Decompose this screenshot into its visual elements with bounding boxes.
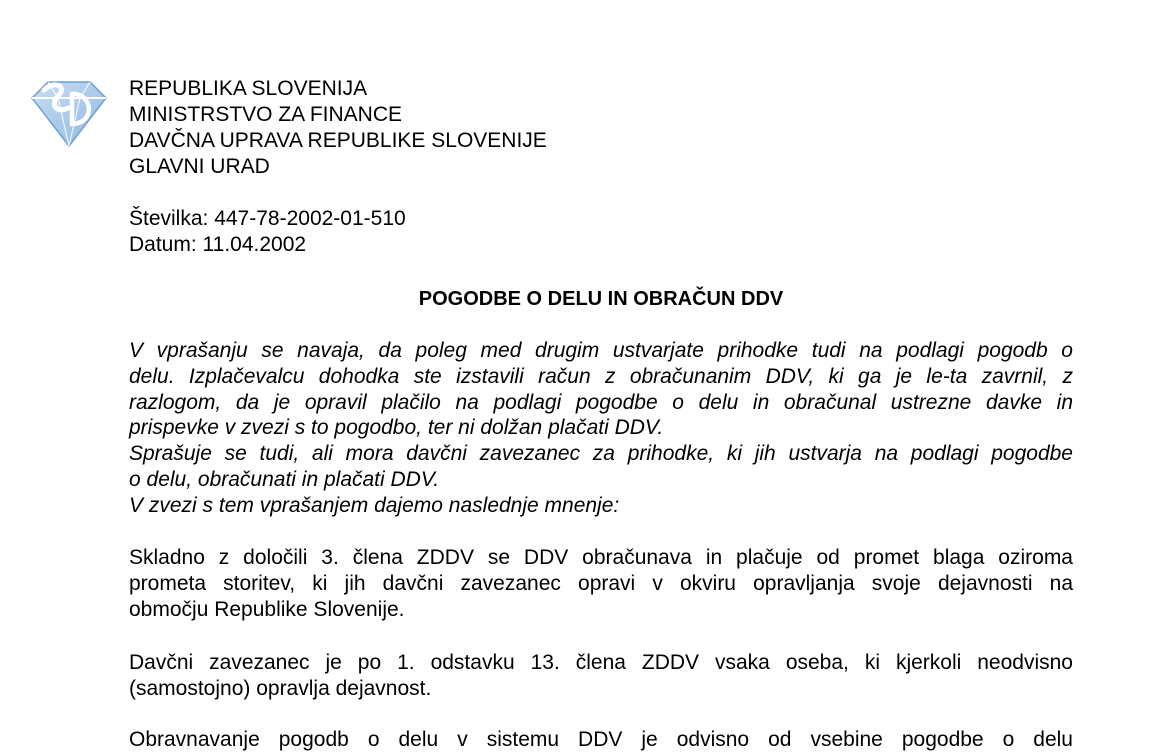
text-line: Davčni zavezanec je po 1. odstavku 13. člena ZDDV vsaka oseba, ki kjerkoli neodvisno — [129, 651, 1073, 674]
document-title: POGODBE O DELU IN OBRAČUN DDV — [418, 288, 784, 310]
header-line: DAVČNA UPRAVA REPUBLIKE SLOVENIJE — [129, 129, 547, 152]
paragraph-1 — [129, 545, 1073, 622]
paragraph-2 — [129, 650, 1073, 702]
text-line: razlogom, da je opravil plačilo na podlagi pogodbe o delu in obračunal ustrezne davke in — [129, 390, 1073, 414]
document-date: Datum: 11.04.2002 — [129, 233, 307, 256]
durs-logo-icon — [28, 78, 110, 150]
text-line: Skladno z določili 3. člena ZDDV se DDV obračunava in plačuje od promet blaga oziroma — [129, 546, 1073, 569]
text-line: delu. Izplačevalcu dohodka ste izstavili račun z obračunanim DDV, ki ga je le-ta zavrnil, z — [129, 364, 1073, 388]
text-line: V vprašanju se navaja, da poleg med drugim ustvarjate prihodke tudi na podlagi pogodb o — [129, 339, 1073, 362]
text-line: o delu, obračunati in plačati DDV. — [129, 467, 440, 491]
question-paragraph — [129, 338, 1073, 519]
institution-header — [129, 76, 547, 180]
paragraph-3 — [129, 727, 1073, 753]
text-line: območju Republike Slovenije. — [129, 597, 405, 621]
text-line: Obravnavanje pogodb o delu v sistemu DDV je odvisno od vsebine pogodbe o delu — [129, 728, 1073, 751]
document-number: Številka: 447-78-2002-01-510 — [129, 207, 406, 230]
text-line: V zvezi s tem vprašanjem dajemo naslednje mnenje: — [129, 493, 620, 517]
text-line: (samostojno) opravlja dejavnost. — [129, 676, 432, 700]
document-references — [129, 206, 406, 258]
text-line: prometa storitev, ki jih davčni zavezanec opravi v okviru opravljanja svoje dejavnosti na — [129, 571, 1073, 595]
header-line: GLAVNI URAD — [129, 155, 270, 178]
text-line: Sprašuje se tudi, ali mora davčni zavezanec za prihodke, ki jih ustvarja na podlagi pogodbe — [129, 442, 1073, 466]
header-line: MINISTRSTVO ZA FINANCE — [129, 103, 403, 126]
text-line: prispevke v zvezi s to pogodbo, ter ni dolžan plačati DDV. — [129, 416, 664, 440]
header-line: REPUBLIKA SLOVENIJA — [129, 77, 368, 100]
